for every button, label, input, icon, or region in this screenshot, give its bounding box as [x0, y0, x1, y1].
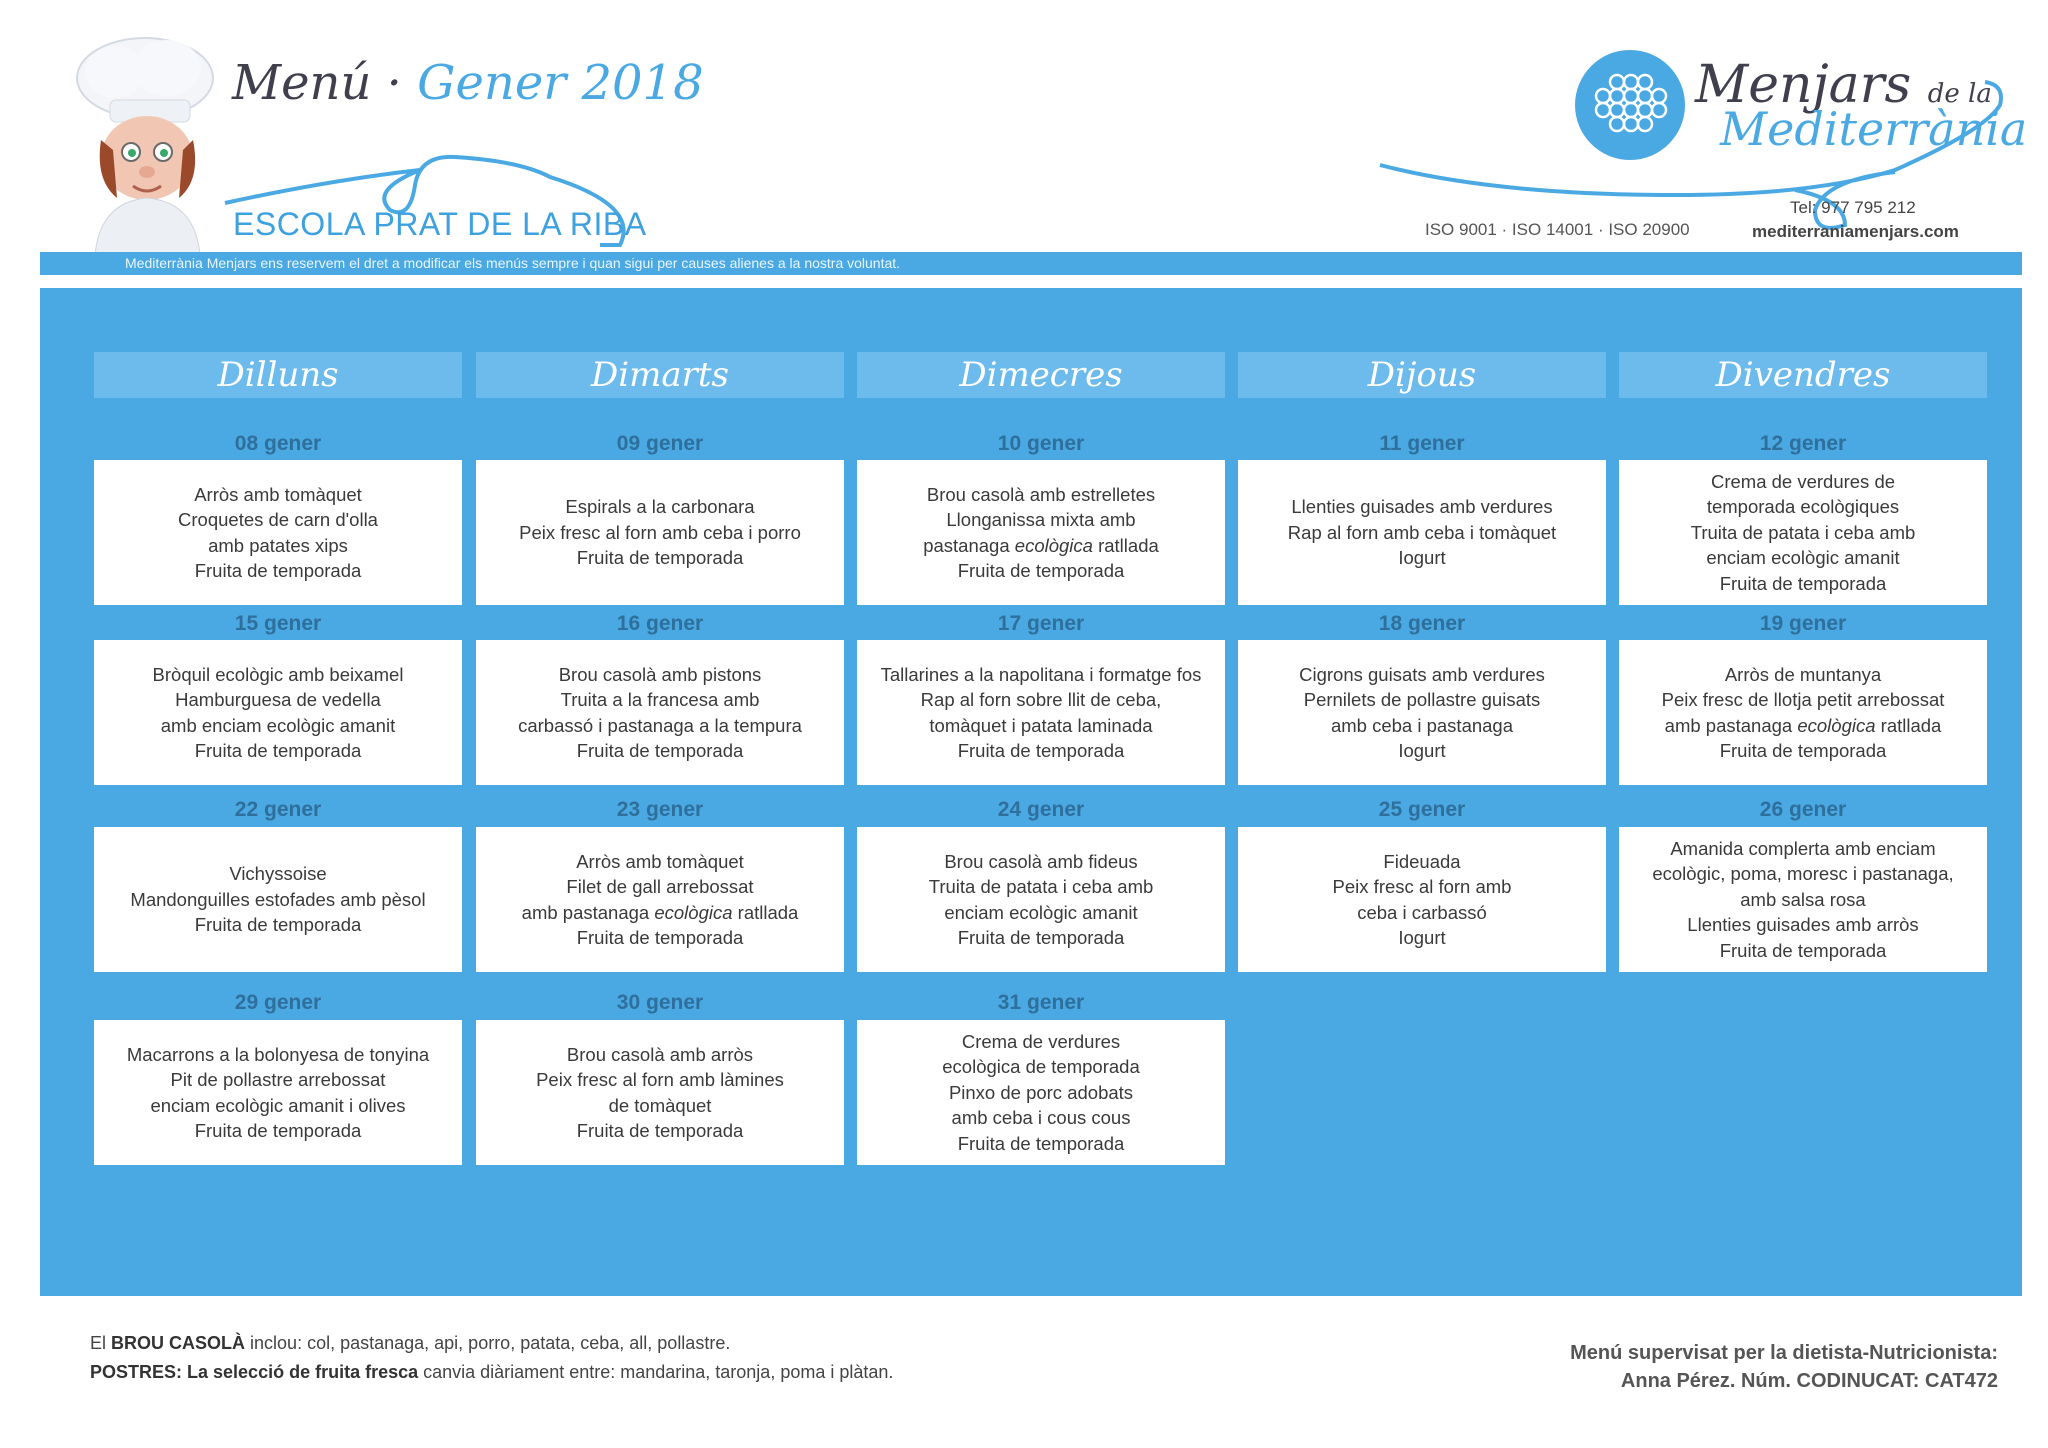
menu-dish-line: ecològic, poma, moresc i pastanaga,	[1652, 863, 1954, 885]
date-label: 10 gener	[997, 432, 1085, 455]
date-label: 12 gener	[1759, 432, 1847, 455]
menu-dish-line: Iogurt	[1398, 740, 1446, 761]
day-header-divendres: Divendres	[1619, 352, 1987, 398]
menu-card	[857, 1020, 1225, 1165]
day-header-dijous: Dijous	[1238, 352, 1606, 398]
date-label: 09 gener	[616, 432, 704, 455]
menu-dish-line: Fruita de temporada	[957, 560, 1125, 581]
menu-dish-line: Rap al forn sobre llit de ceba,	[920, 689, 1162, 710]
menu-dish-line: Fruita de temporada	[576, 740, 744, 761]
menu-dish-line: Fruita de temporada	[576, 1120, 744, 1141]
menu-dishes	[1652, 836, 1953, 964]
menu-dishes	[130, 861, 425, 938]
date-label: 11 gener	[1379, 432, 1465, 455]
menu-dishes	[1299, 662, 1545, 764]
menu-dishes	[153, 662, 404, 764]
menu-dish-line: Brou casolà amb arròs	[566, 1043, 754, 1065]
date-label: 19 gener	[1759, 612, 1847, 635]
menu-card	[1238, 460, 1606, 605]
menu-dish-line: Bròquil ecològic amb beixamel	[152, 663, 404, 685]
menu-dishes	[942, 1029, 1139, 1157]
supervised-by-line1: Menú supervisat per la dietista-Nutricionista:	[1570, 1342, 1998, 1364]
menu-dish-line: Brou casolà amb pistons	[558, 663, 762, 685]
menu-dishes	[127, 1042, 429, 1144]
menu-dish-line: amb pastanaga ecològica ratllada	[1664, 714, 1942, 736]
menu-card	[476, 827, 844, 972]
date-label: 31 gener	[997, 991, 1085, 1014]
menu-dishes	[522, 849, 799, 951]
menu-card	[857, 460, 1225, 605]
date-label: 29 gener	[234, 991, 322, 1014]
footer-postres-note	[90, 1362, 893, 1383]
menu-dish-line: Amanida complerta amb enciam	[1670, 837, 1936, 859]
menu-dish-line: Brou casolà amb fideus	[944, 850, 1138, 872]
menu-card	[94, 640, 462, 785]
menu-dish-line: Crema de verdures	[961, 1030, 1121, 1052]
menu-dish-line: Cigrons guisats amb verdures	[1299, 663, 1545, 685]
phone-number: Tel: 977 795 212	[1790, 198, 1916, 217]
menu-card	[1238, 827, 1606, 972]
supervised-by-line2: Anna Pérez. Núm. CODINUCAT: CAT472	[1620, 1370, 1998, 1392]
menu-dish-line: Iogurt	[1398, 547, 1446, 569]
menu-card	[857, 640, 1225, 785]
menu-dish-line: Llenties guisades amb arròs	[1687, 914, 1919, 936]
date-label: 08 gener	[234, 432, 322, 455]
menu-card	[1238, 640, 1606, 785]
menu-dishes	[923, 482, 1159, 584]
menu-dish-line: enciam ecològic amanit	[1706, 547, 1900, 569]
menu-dish-line: Peix fresc al forn amb ceba i porro	[519, 521, 801, 543]
menu-dish-line: Macarrons a la bolonyesa de tonyina	[126, 1043, 430, 1065]
menu-dishes	[178, 482, 378, 584]
menu-dishes	[518, 662, 802, 764]
menu-card	[476, 640, 844, 785]
menu-card	[476, 1020, 844, 1165]
date-label: 15 gener	[234, 612, 322, 635]
menu-dish-line: Truita a la francesa amb	[560, 689, 760, 710]
brou-label: BROU CASOLÀ	[111, 1333, 246, 1353]
date-label: 30 gener	[616, 991, 704, 1014]
menu-dish-line: Mandonguilles estofades amb pèsol	[130, 888, 426, 910]
brand-connector: de la	[1927, 79, 1992, 109]
menu-dish-line: Tallarines a la napolitana i formatge fos	[880, 663, 1202, 685]
menu-dish-line: Fruita de temporada	[194, 740, 362, 761]
menu-dish-line: Fruita de temporada	[194, 914, 362, 936]
menu-dish-line: Fruita de temporada	[1719, 740, 1887, 761]
menu-dish-line: Pernilets de pollastre guisats	[1303, 689, 1541, 710]
menu-dish-line: Fruita de temporada	[957, 1132, 1125, 1154]
menu-dishes	[929, 849, 1154, 951]
menu-dish-line: Fruita de temporada	[194, 560, 362, 581]
menu-dish-line: Hamburguesa de vedella	[175, 689, 381, 710]
menu-dish-line: amb pastanaga ecològica ratllada	[521, 901, 799, 923]
menu-dish-line: enciam ecològic amanit i olives	[150, 1094, 406, 1116]
day-header-dilluns: Dilluns	[94, 352, 462, 398]
menu-card	[857, 827, 1225, 972]
menu-dishes	[1691, 469, 1916, 597]
menu-card	[94, 827, 462, 972]
menu-dish-line: Truita de patata i ceba amb	[928, 876, 1154, 897]
menu-dish-line: de tomàquet	[608, 1094, 712, 1116]
website-link[interactable]: mediterraniamenjars.com	[1752, 222, 1959, 241]
menu-dish-line: pastanaga ecològica ratllada	[923, 534, 1159, 556]
menu-dish-line: enciam ecològic amanit	[944, 901, 1138, 923]
menu-dish-line: Llonganissa mixta amb	[946, 509, 1136, 530]
brou-text: inclou: col, pastanaga, api, porro, patata, ceba, all, pollastre.	[245, 1333, 731, 1353]
menu-dish-line: Filet de gall arrebossat	[566, 876, 754, 897]
date-label: 17 gener	[997, 612, 1085, 635]
menu-dish-line: Fruita de temporada	[1719, 572, 1887, 594]
menu-dish-line: amb enciam ecològic amanit	[160, 714, 396, 736]
chef-illustration	[55, 30, 235, 255]
date-label: 22 gener	[234, 798, 322, 821]
menu-card	[94, 460, 462, 605]
menu-dish-line: Peix fresc al forn amb	[1332, 876, 1512, 897]
menu-dish-line: Arròs de muntanya	[1724, 663, 1882, 685]
menu-dish-line: Crema de verdures de	[1710, 470, 1896, 492]
menu-dish-line: Iogurt	[1398, 927, 1446, 948]
iso-certifications: ISO 9001 · ISO 14001 · ISO 20900	[1425, 220, 1690, 239]
date-label: 18 gener	[1378, 612, 1466, 635]
menu-dish-line: Arròs amb tomàquet	[194, 483, 362, 505]
menu-dish-line: Fruita de temporada	[576, 547, 744, 569]
menu-dishes	[536, 1042, 784, 1144]
menu-dish-line: Fideuada	[1383, 850, 1461, 872]
menu-dish-line: Pit de pollastre arrebossat	[170, 1069, 386, 1090]
day-header-dimecres: Dimecres	[857, 352, 1225, 398]
footer-brou-note	[90, 1333, 730, 1354]
menu-dish-line: tomàquet i patata laminada	[929, 714, 1153, 736]
menu-dish-line: Brou casolà amb estrelletes	[926, 483, 1156, 505]
date-label: 24 gener	[997, 798, 1085, 821]
menu-dishes	[881, 662, 1202, 764]
menu-dish-line: Peix fresc al forn amb làmines	[536, 1069, 784, 1090]
menu-dish-line: Truita de patata i ceba amb	[1690, 521, 1916, 543]
brou-prefix: El	[90, 1333, 107, 1353]
menu-dish-line: Croquetes de carn d'olla	[178, 509, 378, 530]
menu-dish-line: Fruita de temporada	[957, 740, 1125, 761]
day-header-dimarts: Dimarts	[476, 352, 844, 398]
menu-dish-line: carbassó i pastanaga a la tempura	[518, 714, 802, 736]
menu-dish-line: Fruita de temporada	[1719, 939, 1887, 961]
menu-dish-line: Fruita de temporada	[576, 927, 744, 948]
date-label: 16 gener	[616, 612, 704, 635]
menu-dish-line: Vichyssoise	[229, 863, 327, 885]
menu-dish-line: amb ceba i cous cous	[951, 1107, 1131, 1129]
menu-dish-line: ecològica de temporada	[942, 1056, 1140, 1078]
school-name: ESCOLA PRAT DE LA RIBA	[233, 206, 647, 242]
date-label: 25 gener	[1378, 798, 1466, 821]
menu-card	[476, 460, 844, 605]
brand-word: Menjars	[1695, 55, 1912, 115]
menu-dish-line: Espirals a la carbonara	[565, 496, 755, 518]
postres-label: POSTRES: La selecció de fruita fresca	[90, 1362, 419, 1382]
menu-dish-line: amb ceba i pastanaga	[1330, 714, 1514, 736]
menu-word: Menú ·	[232, 55, 402, 111]
menu-dish-line: amb patates xips	[208, 534, 348, 556]
brand-name-second-line: Mediterrània	[1720, 102, 2028, 156]
menu-dish-line: Pinxo de porc adobats	[948, 1081, 1134, 1103]
menu-dishes	[519, 494, 801, 571]
menu-dish-line: Arròs amb tomàquet	[576, 850, 744, 872]
menu-dish-line: Rap al forn amb ceba i tomàquet	[1287, 521, 1557, 543]
menu-dish-line: Fruita de temporada	[194, 1120, 362, 1141]
menu-card	[1619, 460, 1987, 605]
menu-dish-line: amb salsa rosa	[1740, 888, 1866, 910]
menu-dish-line: ceba i carbassó	[1357, 901, 1487, 923]
menu-month: Gener 2018	[417, 55, 704, 111]
menu-title	[232, 55, 704, 111]
menu-dish-line: temporada ecològiques	[1706, 496, 1900, 518]
menu-dishes	[1662, 662, 1945, 764]
menu-card	[94, 1020, 462, 1165]
postres-text: canvia diàriament entre: mandarina, taronja, poma i plàtan.	[418, 1362, 894, 1382]
notice-text: Mediterrània Menjars ens reservem el dret a modificar els menús sempre i quan sigui per causes alienes a la nostra voluntat.	[125, 255, 901, 271]
date-label: 23 gener	[616, 798, 704, 821]
menu-card	[1619, 640, 1987, 785]
menu-dish-line: Peix fresc de llotja petit arrebossat	[1661, 689, 1945, 710]
date-label: 26 gener	[1759, 798, 1847, 821]
menu-dish-line: Llenties guisades amb verdures	[1291, 496, 1553, 518]
menu-dishes	[1333, 849, 1512, 951]
menu-dish-line: Fruita de temporada	[957, 927, 1125, 948]
grapes-logo-icon	[1575, 50, 1685, 160]
menu-dishes	[1288, 494, 1556, 571]
menu-card	[1619, 827, 1987, 972]
